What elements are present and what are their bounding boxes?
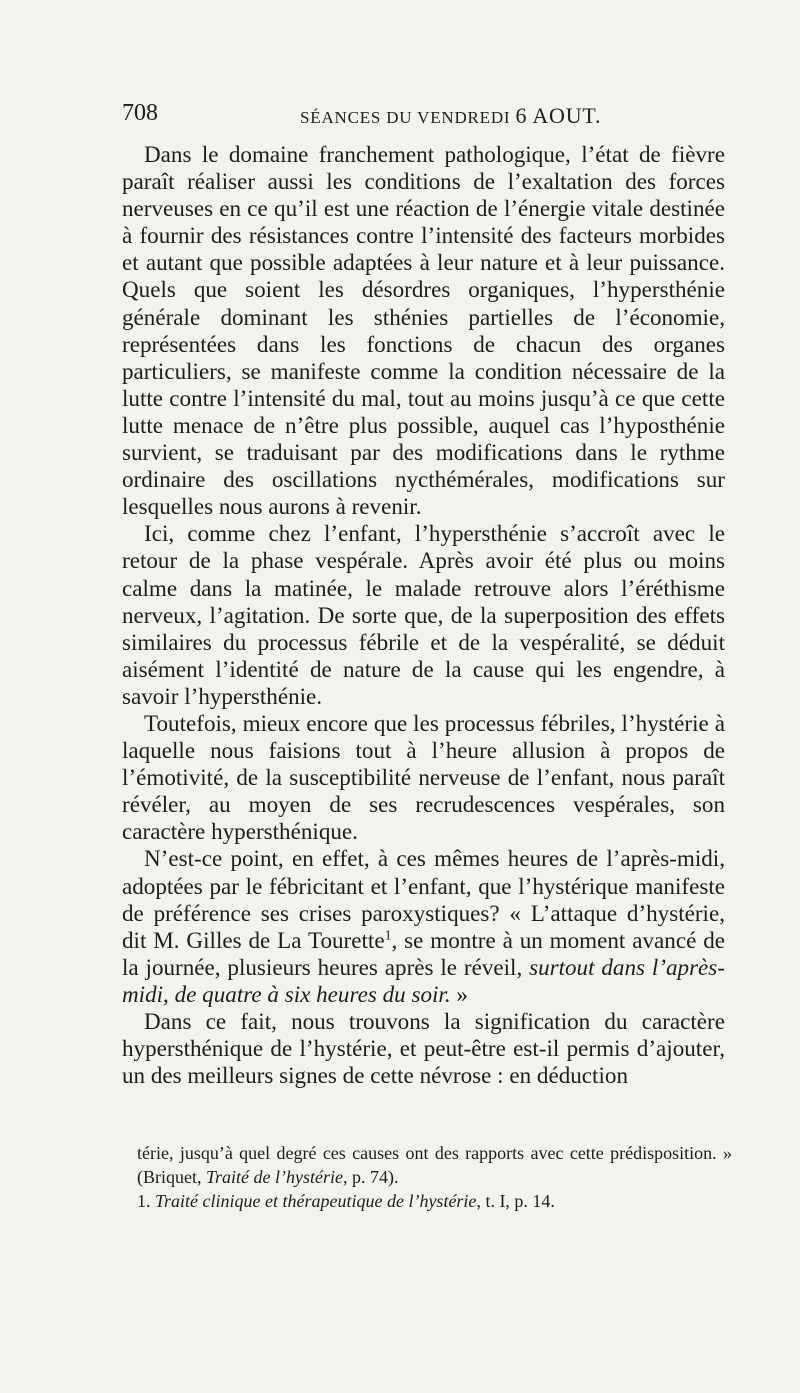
paragraph-5: Dans ce fait, nous trouvons la signification du caractère hypersthénique de l’hystérie, et peut-être est-il permis d’ajouter, un des meilleurs signes de cette névrose : en déduction <box>122 1008 725 1089</box>
footnote-1 <box>137 1189 732 1213</box>
paragraph-4-quote-italic: surtout dans l’après-midi, de quatre à six heures du soir. <box>122 953 725 1007</box>
running-head <box>300 103 601 129</box>
footnote-continuation-text-a: térie, jusqu’à quel degré ces causes ont des rapports avec cette prédisposition. » (Briquet, <box>137 1143 732 1187</box>
paragraph-4-text-c: » <box>450 980 468 1007</box>
footnote-1-italic: Traité clinique et thérapeutique de l’hystérie <box>155 1191 477 1211</box>
footnote-continuation <box>137 1141 732 1189</box>
footnote-continuation-text-b: , p. 74). <box>342 1167 399 1187</box>
paragraph-4 <box>122 845 725 1008</box>
paragraph-2: Ici, comme chez l’enfant, l’hypersthénie s’accroît avec le retour de la phase vespérale. Après avoir été plus ou moins calme dans la matinée, le malade retrouve alors l’éréthisme nerveux, l’agitation. De sorte que, de la superposition des effets similaires du processus fébrile et de la vespéralité, se déduit aisément l’identité de nature de la cause qui les engendre, à savoir l’hypersthénie. <box>122 520 725 709</box>
running-head-title: SÉANCES DU VENDREDI <box>300 108 511 127</box>
paragraph-3: Toutefois, mieux encore que les processus fébriles, l’hystérie à laquelle nous faisions tout à l’heure allusion à propos de l’émotivité, de la susceptibilité nerveuse de l’enfant, nous paraît révéler, au moyen de ses recrudescences vespérales, son caractère hypersthénique. <box>122 709 725 845</box>
footnotes <box>137 1141 732 1213</box>
body-text <box>122 141 725 1089</box>
running-head-date: 6 AOUT. <box>515 103 602 128</box>
paragraph-1: Dans le domaine franchement pathologique, l’état de fièvre paraît réaliser aussi les conditions de l’exaltation des forces nerveuses en ce qu’il est une réaction de l’énergie vitale destinée à fournir des résistances contre l’intensité des facteurs morbides et autant que possible adaptées à leur nature et à leur puissance. Quels que soient les désordres organiques, l’hypersthénie générale dominant les sthénies partielles de l’économie, représentées dans les fonctions de chacun des organes particuliers, se manifeste comme la condition nécessaire de la lutte contre l’intensité du mal, tout au moins jusqu’à ce que cette lutte menace de n’être plus possible, auquel cas l’hyposthénie survient, se traduisant par des modifications dans le rythme ordinaire des oscillations nycthémérales, modifications sur lesquelles nous aurons à revenir. <box>122 141 725 520</box>
page-header <box>122 100 722 132</box>
paragraph-4-text-b: , se montre à un moment avancé de la journée, plusieurs heures après le réveil, <box>122 926 725 980</box>
paragraph-4-text-a: N’est-ce point, en effet, à ces mêmes heures de l’après-midi, adoptées par le fébricitant et l’enfant, que l’hystérique manifeste de préférence ses crises paroxystiques? « L’attaque d’hystérie, dit M. Gilles de La Tourette <box>122 845 725 953</box>
footnote-1-marker: 1. <box>137 1191 155 1211</box>
footnote-1-text: , t. I, p. 14. <box>476 1191 555 1211</box>
footnote-reference: 1 <box>384 927 392 943</box>
footnote-continuation-italic: Traité de l’hystérie <box>206 1167 343 1187</box>
page-number: 708 <box>122 100 158 126</box>
